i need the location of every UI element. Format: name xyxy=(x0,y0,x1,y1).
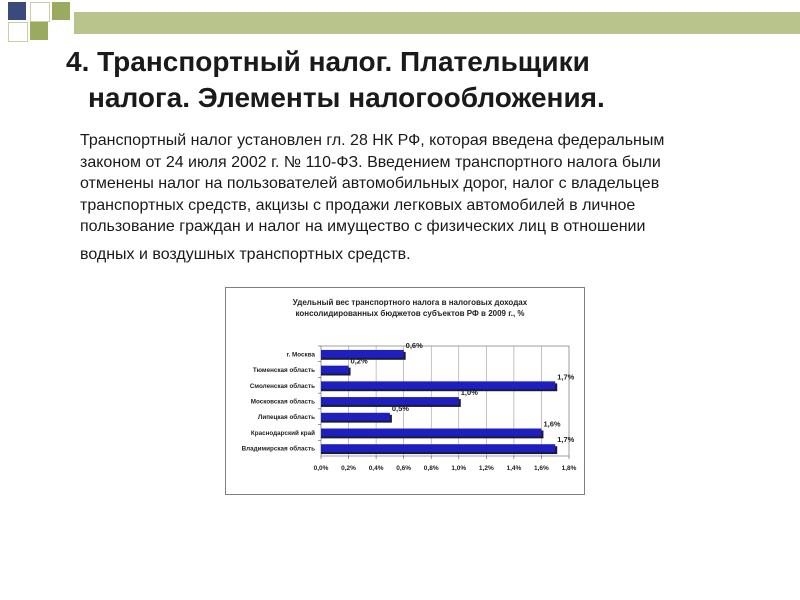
x-tick-label: 0,0% xyxy=(313,465,329,472)
y-category-label: Смоленская область xyxy=(249,382,315,390)
chart-title-line2: консолидированных бюджетов субъектов РФ в 2009 г., % xyxy=(295,309,525,318)
y-category-label: Тюменская область xyxy=(252,367,315,375)
bar xyxy=(321,413,390,421)
paragraph-line: Транспортный налог установлен гл. 28 НК РФ, которая введена федеральным xyxy=(80,132,665,149)
x-tick-label: 1,6% xyxy=(534,465,549,472)
x-tick-label: 1,2% xyxy=(478,465,494,472)
x-tick-label: 0,8% xyxy=(423,465,439,472)
decor-square xyxy=(30,2,50,22)
chart-container xyxy=(225,287,585,495)
x-tick-label: 0,2% xyxy=(341,465,356,472)
y-category-label: Московская область xyxy=(250,398,315,406)
data-label: 0,6% xyxy=(405,340,423,350)
decor-square xyxy=(52,2,70,20)
y-category-label: Владимирская область xyxy=(241,445,315,453)
bar xyxy=(321,429,541,437)
bar xyxy=(321,444,555,452)
body-paragraph xyxy=(80,130,740,265)
y-category-label: г. Москва xyxy=(286,351,315,359)
header-band xyxy=(74,12,800,34)
bar xyxy=(321,381,555,389)
x-tick-label: 1,4% xyxy=(506,465,522,472)
chart-title-line1: Удельный вес транспортного налога в налоговых доходах xyxy=(292,298,528,307)
corner-decoration xyxy=(0,0,800,40)
x-tick-label: 0,4% xyxy=(368,465,384,472)
paragraph-line: пользование граждан и налог на имущество с физических лиц в отношении xyxy=(80,218,646,235)
decor-square xyxy=(8,2,26,20)
y-category-label: Липецкая область xyxy=(257,414,315,422)
data-label: 0,5% xyxy=(391,403,409,413)
bar-chart xyxy=(226,288,584,494)
slide-title xyxy=(66,44,766,116)
data-label: 1,6% xyxy=(543,419,561,429)
bar xyxy=(321,397,459,405)
paragraph-line: отменены налог на пользователей автомобильных дорог, налог с владельцев xyxy=(80,175,660,192)
data-label: 1,7% xyxy=(557,435,575,445)
slide-title-line2: налога. Элементы налогообложения. xyxy=(88,82,605,113)
paragraph-line: законом от 24 июля 2002 г. № 110-ФЗ. Введением транспортного налога были xyxy=(80,153,661,171)
x-tick-label: 0,6% xyxy=(396,465,412,472)
slide-title-line1: 4. Транспортный налог. Плательщики xyxy=(66,46,590,77)
data-label: 1,0% xyxy=(460,388,478,398)
paragraph-line: водных и воздушных транспортных средств. xyxy=(80,245,411,263)
y-category-label: Краснодарский край xyxy=(250,429,315,437)
x-tick-label: 1,8% xyxy=(561,465,577,472)
decor-square xyxy=(8,22,28,42)
bar xyxy=(321,366,349,374)
x-tick-label: 1,0% xyxy=(451,465,467,472)
data-label: 1,7% xyxy=(557,372,575,382)
data-label: 0,2% xyxy=(350,356,368,366)
decor-square xyxy=(30,22,48,40)
paragraph-line: транспортных средств, акцизы с продажи легковых автомобилей в личное xyxy=(80,196,636,214)
